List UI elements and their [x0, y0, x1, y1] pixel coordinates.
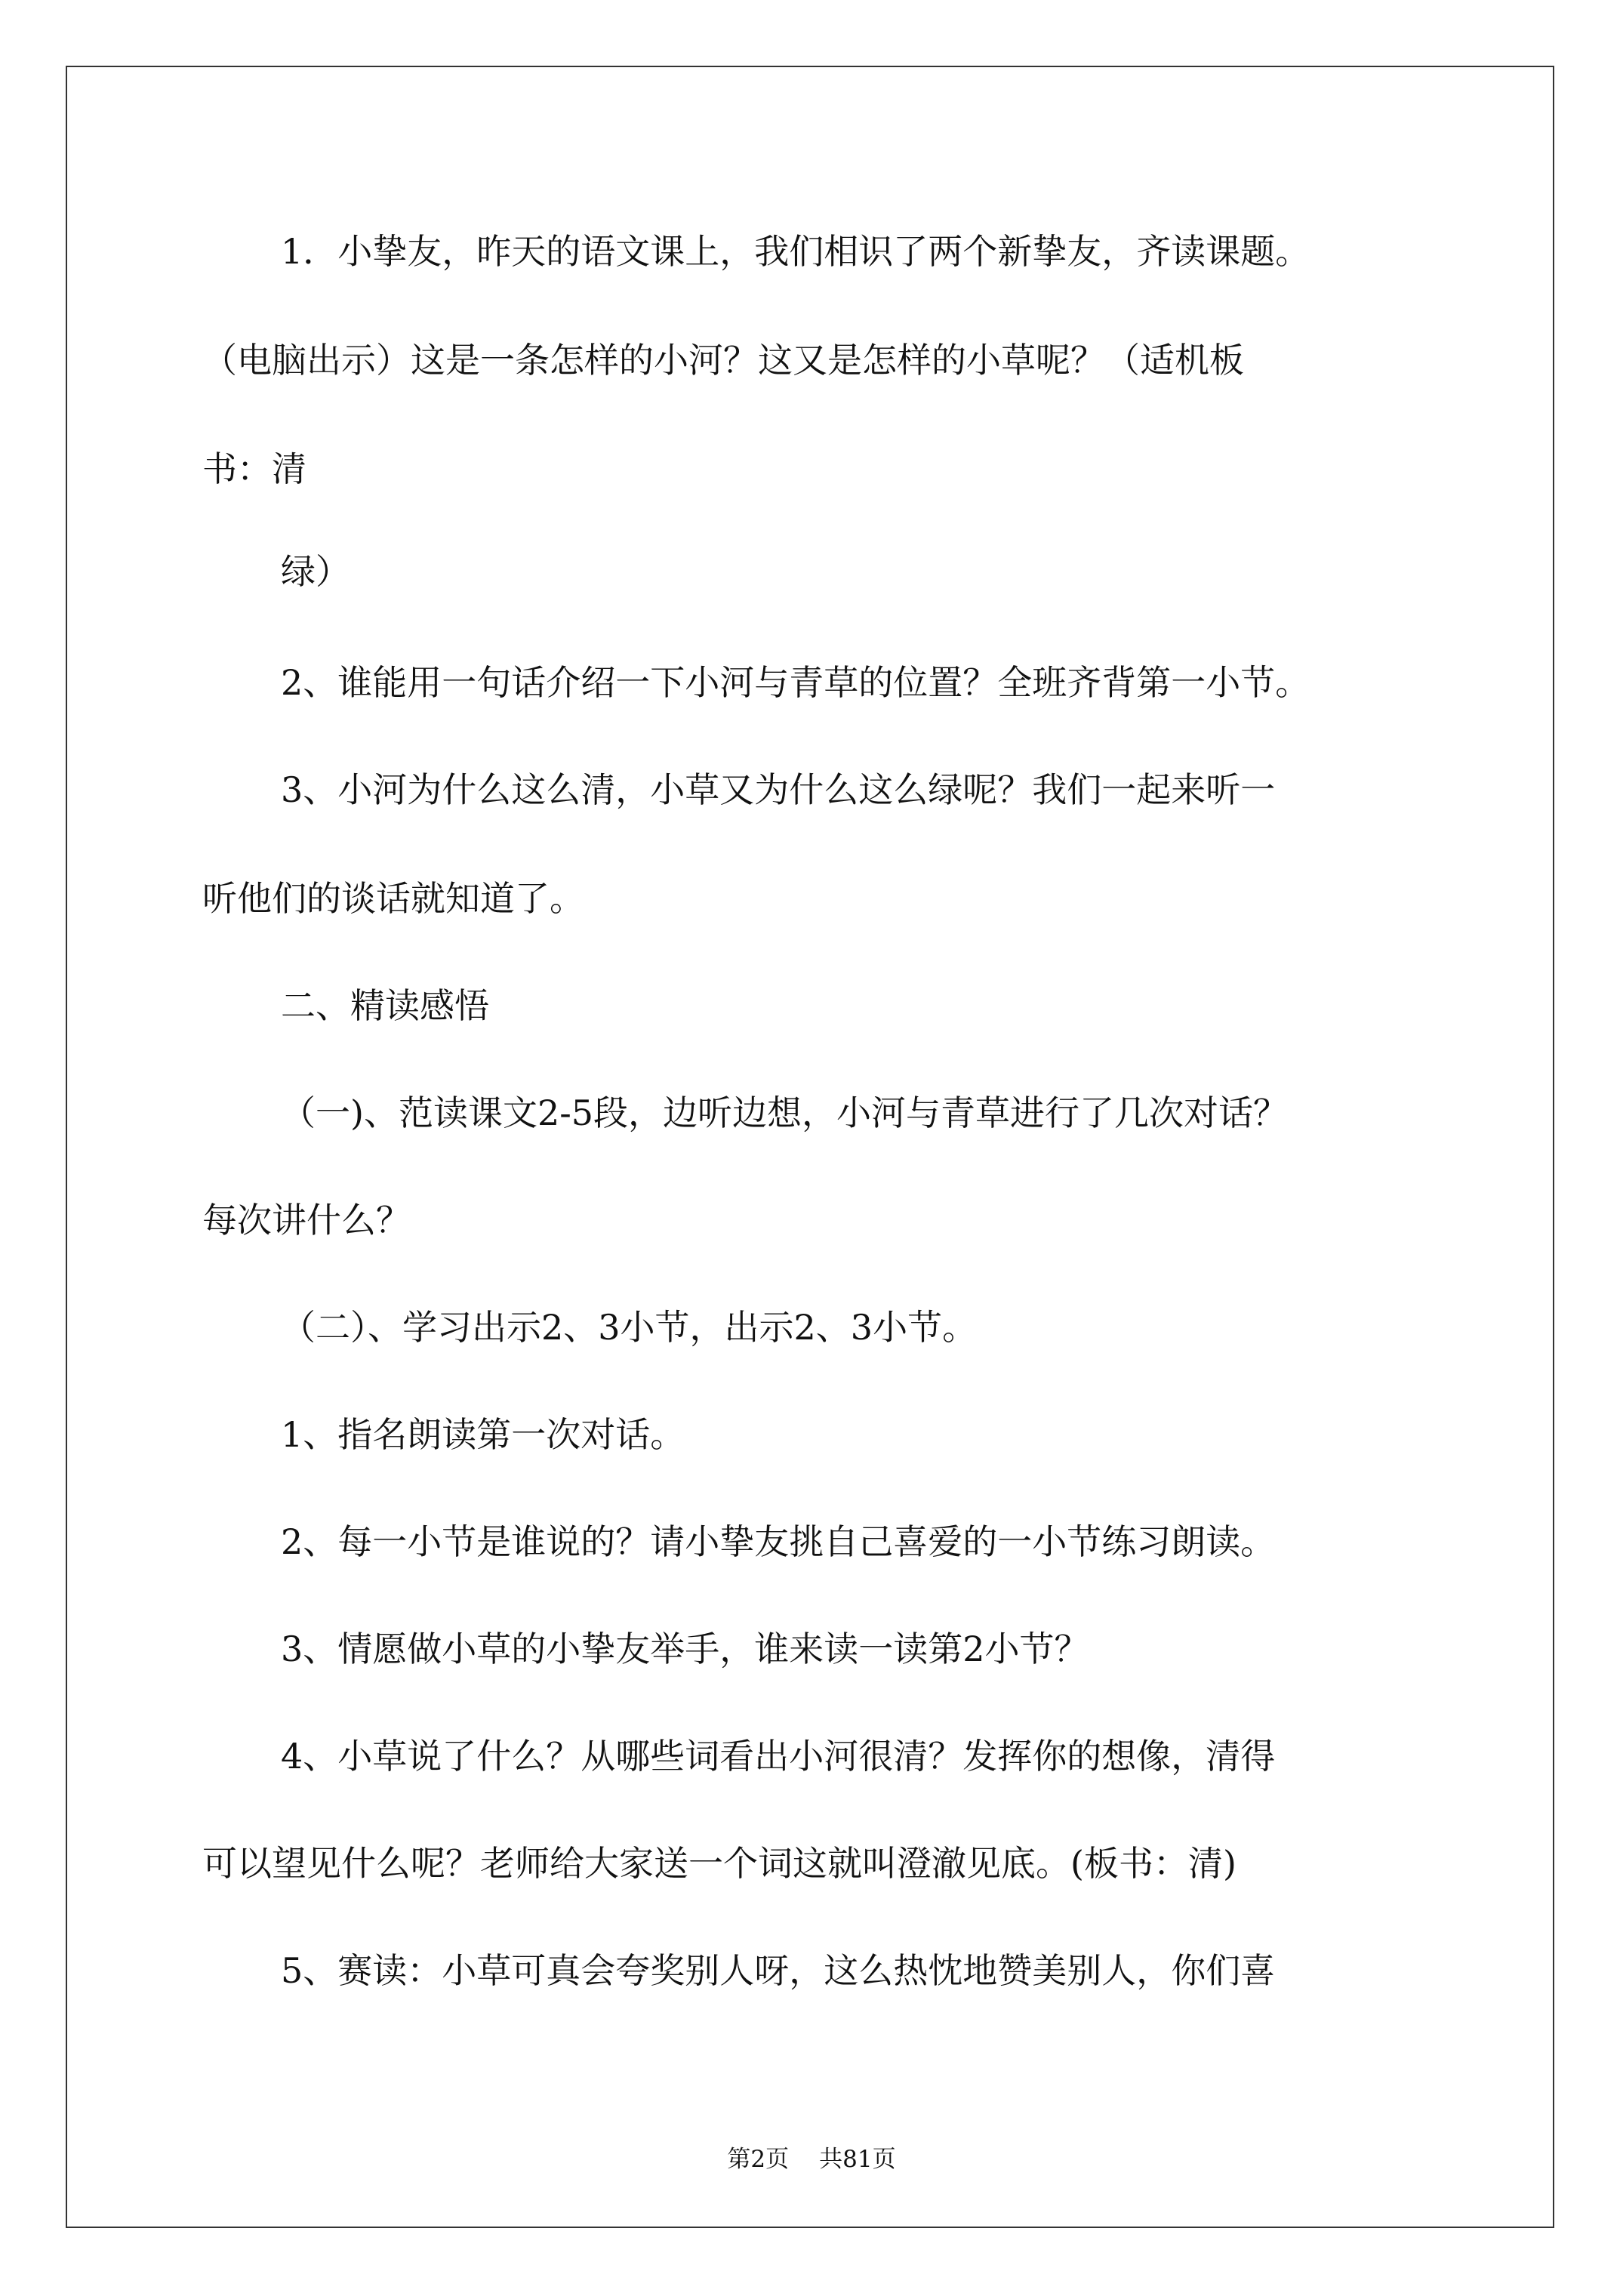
text-line-14: 3、情愿做小草的小挚友举手，谁来读一读第2小节？ — [281, 1629, 1089, 1669]
section-heading: 二、精读感悟 — [281, 985, 489, 1026]
text-line-10: 每次讲什么？ — [202, 1200, 411, 1240]
text-line-3: 书：清 — [202, 448, 306, 489]
text-line-15: 4、小草说了什么？从哪些词看出小河很清？发挥你的想像，清得 — [281, 1736, 1276, 1777]
text-line-1: 1．小挚友，昨天的语文课上，我们相识了两个新挚友，齐读课题。 — [281, 231, 1310, 272]
text-line-17: 5、赛读：小草可真会夸奖别人呀，这么热忱地赞美别人，你们喜 — [281, 1950, 1276, 1991]
text-line-5: 2、谁能用一句话介绍一下小河与青草的位置？全班齐背第一小节。 — [281, 662, 1310, 703]
text-line-4: 绿） — [281, 551, 350, 592]
text-line-7: 听他们的谈话就知道了。 — [202, 878, 584, 919]
text-line-12: 1、指名朗读第一次对话。 — [281, 1414, 685, 1455]
text-line-6: 3、小河为什么这么清，小草又为什么这么绿呢？我们一起来听一 — [281, 769, 1276, 810]
page-total: 共81页 — [819, 2146, 896, 2173]
text-line-2: （电脑出示）这是一条怎样的小河？这又是怎样的小草呢？（适机板 — [202, 340, 1244, 381]
text-line-16: 可以望见什么呢？老师给大家送一个词这就叫澄澈见底。(板书：清) — [202, 1843, 1236, 1884]
page-border — [66, 66, 1554, 2228]
page-footer — [0, 2144, 1623, 2174]
text-line-13: 2、每一小节是谁说的？请小挚友挑自己喜爱的一小节练习朗读。 — [281, 1521, 1276, 1562]
text-line-9: （一)、范读课文2-5段，边听边想，小河与青草进行了几次对话？ — [281, 1093, 1289, 1133]
text-line-11: （二）、学习出示2、3小节，出示2、3小节。 — [281, 1307, 978, 1348]
page-number: 第2页 — [727, 2146, 790, 2173]
